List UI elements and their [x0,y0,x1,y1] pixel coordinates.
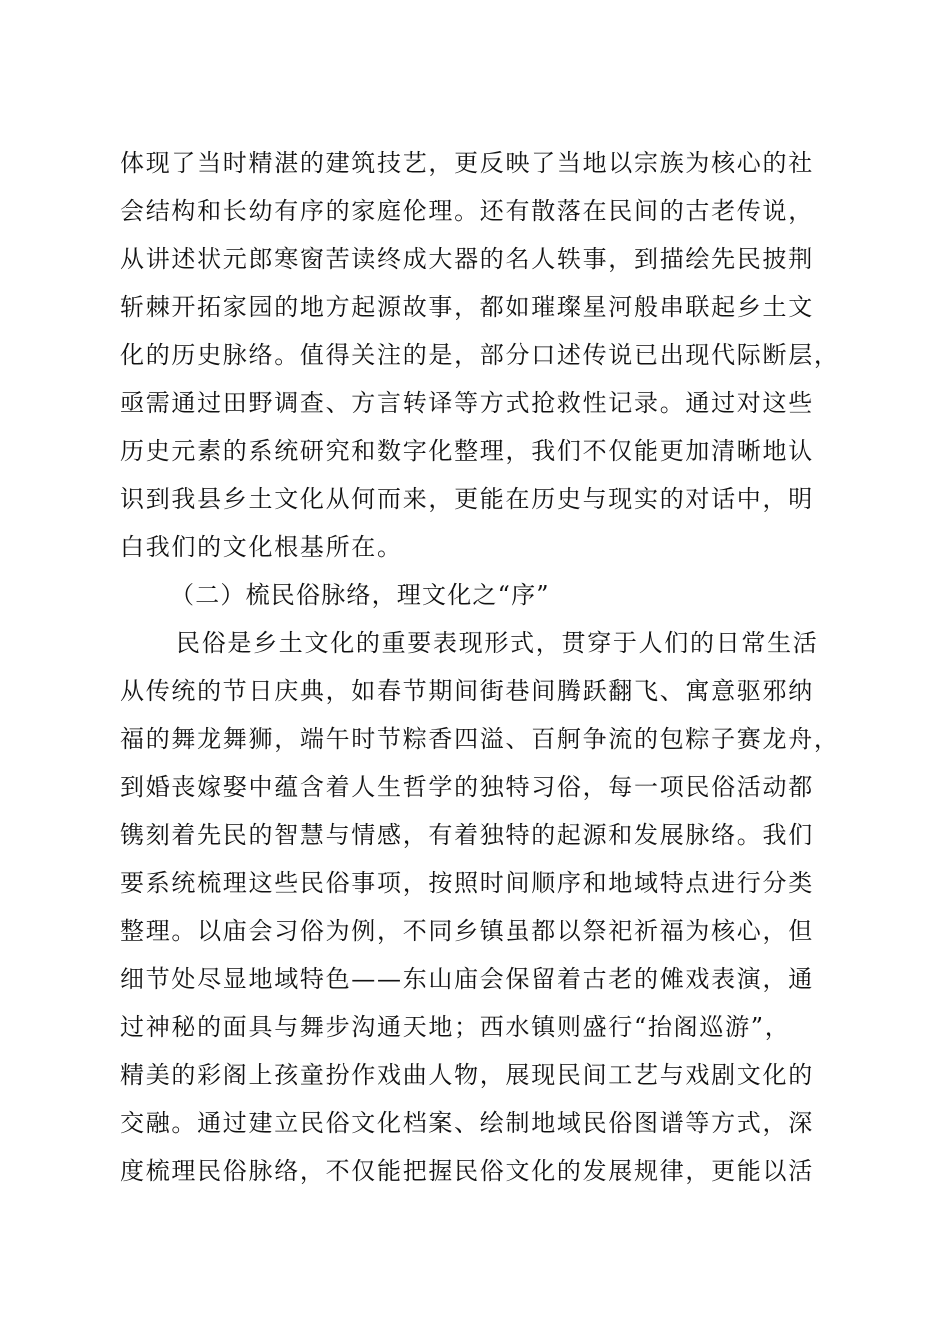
body-line: 度梳理民俗脉络，不仅能把握民俗文化的发展规律，更能以活 [120,1157,814,1185]
body-line: 精美的彩阁上孩童扮作戏曲人物，展现民间工艺与戏剧文化的 [120,1061,814,1089]
body-line: 镌刻着先民的智慧与情感，有着独特的起源和发展脉络。我们 [120,821,814,849]
body-line: 历史元素的系统研究和数字化整理，我们不仅能更加清晰地认 [120,437,814,465]
body-line: 化的历史脉络。值得关注的是，部分口述传说已出现代际断层， [120,341,840,369]
body-line: 细节处尽显地域特色——东山庙会保留着古老的傩戏表演，通 [120,965,814,993]
document-body [120,139,840,1195]
section-heading: （二）梳民俗脉络，理文化之“序” [170,581,550,609]
body-line: 过神秘的面具与舞步沟通天地；西水镇则盛行“抬阁巡游”， [120,1013,791,1041]
body-line: 交融。通过建立民俗文化档案、绘制地域民俗图谱等方式，深 [120,1109,814,1137]
body-line: 识到我县乡土文化从何而来，更能在历史与现实的对话中，明 [120,485,814,513]
body-line: 到婚丧嫁娶中蕴含着人生哲学的独特习俗，每一项民俗活动都 [120,773,814,801]
body-line: 要系统梳理这些民俗事项，按照时间顺序和地域特点进行分类 [120,869,814,897]
body-line: 会结构和长幼有序的家庭伦理。还有散落在民间的古老传说， [120,197,814,225]
body-line: 斩棘开拓家园的地方起源故事，都如璀璨星河般串联起乡土文 [120,293,814,321]
body-line: 体现了当时精湛的建筑技艺，更反映了当地以宗族为核心的社 [120,149,814,177]
paragraph-first-line: 民俗是乡土文化的重要表现形式，贯穿于人们的日常生活 [176,629,819,657]
body-line: 白我们的文化根基所在。 [120,533,403,561]
body-line: 亟需通过田野调查、方言转译等方式抢救性记录。通过对这些 [120,389,814,417]
body-line: 从讲述状元郎寒窗苦读终成大器的名人轶事，到描绘先民披荆 [120,245,814,273]
body-line: 整理。以庙会习俗为例，不同乡镇虽都以祭祀祈福为核心，但 [120,917,814,945]
body-line: 从传统的节日庆典，如春节期间街巷间腾跃翻飞、寓意驱邪纳 [120,677,814,705]
body-line: 福的舞龙舞狮，端午时节粽香四溢、百舸争流的包粽子赛龙舟， [120,725,840,753]
